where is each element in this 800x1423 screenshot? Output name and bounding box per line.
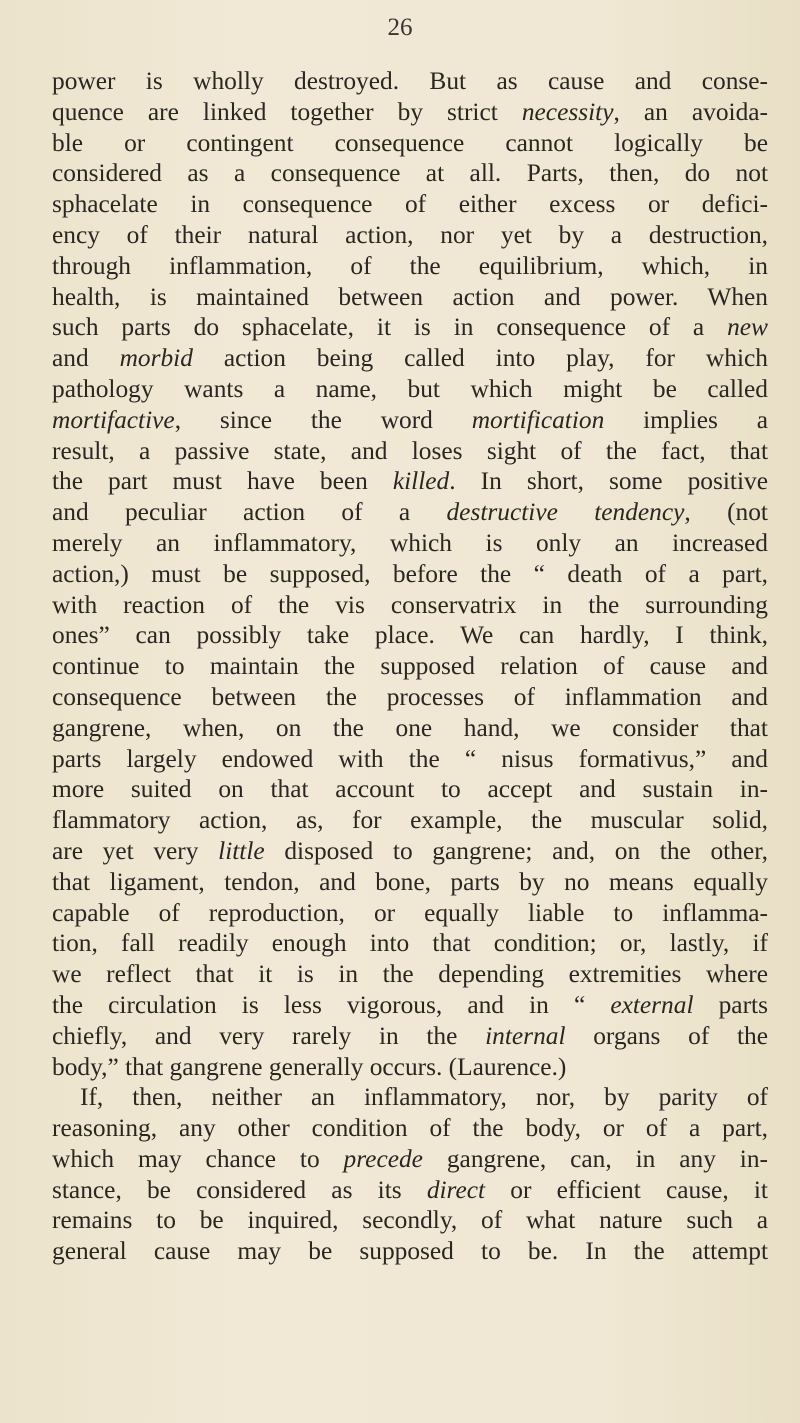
text-line: action,) must be supposed, before the “ death of a part, (52, 559, 768, 588)
text-line: through inflammation, of the equilibrium, which, in (52, 251, 768, 280)
italic-text: morbid (119, 344, 193, 373)
italic-text: internal (485, 1021, 566, 1050)
text-line: reasoning, any other condition of the body, or of a part, (52, 1114, 768, 1143)
text-line: are yet very little disposed to gangrene; and, on the other, (52, 836, 768, 865)
text-line: gangrene, when, on the one hand, we consider that (52, 713, 768, 742)
text-line: more suited on that account to accept and sustain in- (52, 775, 768, 804)
italic-text: necessity (521, 97, 614, 126)
text-line: tion, fall readily enough into that condition; or, lastly, if (52, 929, 768, 958)
text-line: body,” that gangrene generally occurs. (Laurence.) (52, 1052, 567, 1081)
text-line: power is wholly destroyed. But as cause and conse- (52, 67, 768, 95)
text-line: considered as a consequence at all. Parts, then, do not (52, 159, 768, 188)
text-line: the part must have been killed. In short, some positive (52, 467, 768, 496)
text-line: that ligament, tendon, and bone, parts by no means equally (52, 867, 768, 896)
text-line: merely an inflammatory, which is only an increased (52, 528, 768, 557)
text-line: we reflect that it is in the depending extremities where (52, 960, 768, 989)
italic-text: destructive tendency (446, 498, 685, 527)
text-line: parts largely endowed with the “ nisus formativus,” and (52, 744, 768, 773)
text-line: pathology wants a name, but which might be called (52, 374, 768, 403)
text-line: capable of reproduction, or equally liable to inflamma- (52, 898, 768, 927)
italic-text: little (218, 836, 265, 865)
italic-text: direct (426, 1175, 486, 1204)
text-line: health, is maintained between action and power. When (52, 282, 768, 311)
text-line: continue to maintain the supposed relation of cause and (52, 652, 768, 681)
text-line: sphacelate in consequence of either excess or defici- (52, 190, 768, 219)
text-line: If, then, neither an inflammatory, nor, by parity of (80, 1083, 768, 1112)
italic-text: external (610, 990, 694, 1019)
page-number: 26 (387, 14, 413, 41)
italic-text: precede (343, 1144, 423, 1173)
text-line: ble or contingent consequence cannot logically be (52, 128, 768, 157)
text-line: chiefly, and very rarely in the internal organs of the (52, 1021, 768, 1050)
italic-text: new (727, 313, 768, 342)
text-line: such parts do sphacelate, it is in consequence of a new (52, 313, 768, 342)
text-line: remains to be inquired, secondly, of what nature such a (52, 1206, 768, 1235)
italic-text: killed (392, 467, 450, 496)
text-line: the circulation is less vigorous, and in “ external parts (52, 990, 768, 1019)
text-line: which may chance to precede gangrene, can, in any in- (52, 1144, 769, 1173)
text-line: flammatory action, as, for example, the muscular solid, (52, 806, 768, 835)
body-text (52, 66, 768, 1267)
text-line: ones” can possibly take place. We can hardly, I think, (52, 621, 768, 650)
text-line: general cause may be supposed to be. In the attempt (52, 1237, 768, 1266)
text-line: quence are linked together by strict necessity, an avoida- (52, 97, 768, 126)
italic-text: mortifactive (52, 405, 175, 434)
text-line: and peculiar action of a destructive tendency, (not (52, 498, 768, 527)
text-line: consequence between the processes of inflammation and (52, 682, 768, 711)
text-line: with reaction of the vis conservatrix in the surrounding (52, 590, 768, 619)
text-line: ency of their natural action, nor yet by a destruction, (52, 220, 768, 249)
text-line: stance, be considered as its direct or efficient cause, it (52, 1175, 768, 1204)
text-line: mortifactive, since the word mortification implies a (52, 405, 768, 434)
text-line: result, a passive state, and loses sight of the fact, that (52, 436, 768, 465)
text-line: and morbid action being called into play, for which (52, 344, 768, 373)
italic-text: mortification (471, 405, 605, 434)
